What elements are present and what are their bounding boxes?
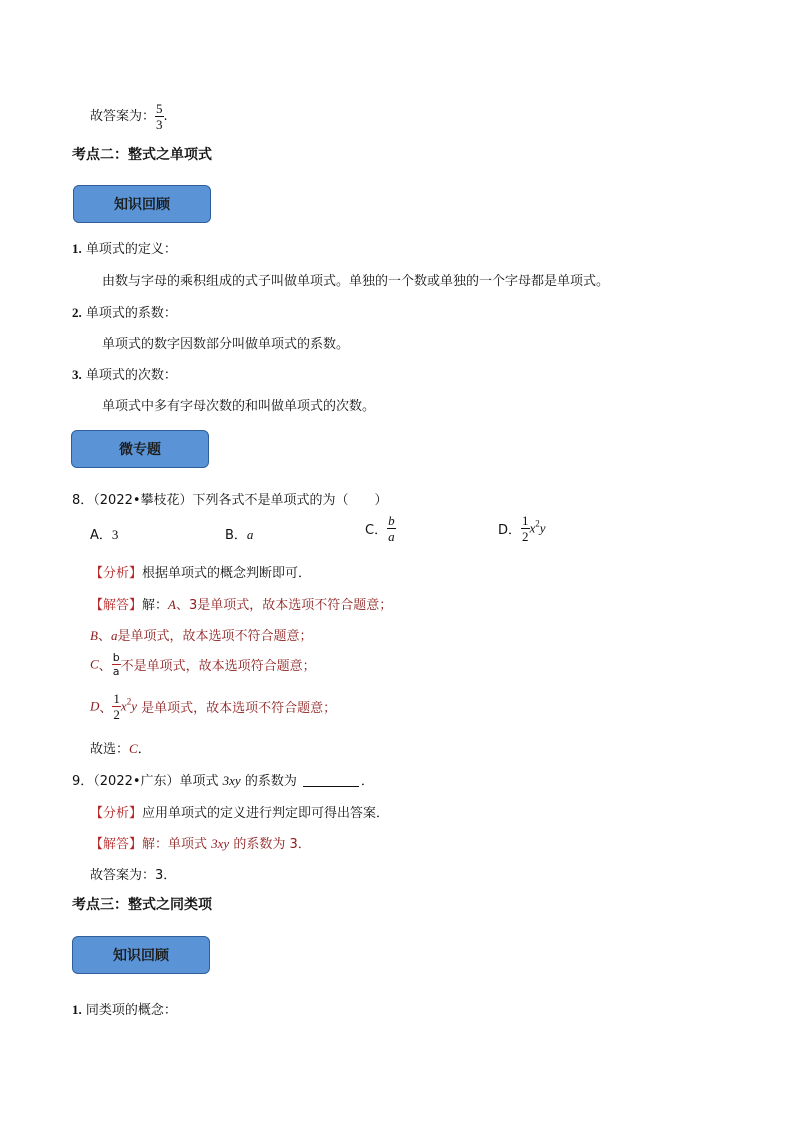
- def-number: 3.: [72, 367, 82, 382]
- def-2-heading: [72, 302, 177, 321]
- answer-blank[interactable]: [303, 786, 359, 787]
- solution-prefix: 解：: [142, 598, 169, 613]
- option-label: A．: [90, 528, 112, 543]
- option-letter: C: [90, 656, 99, 672]
- fraction-denominator: 3: [156, 117, 163, 132]
- q8-solution-line-d: [90, 692, 336, 721]
- def-2-body: 单项式的数字因数部分叫做单项式的系数。: [102, 337, 350, 352]
- fraction-numerator: b: [112, 651, 120, 664]
- def-3-body: 单项式中多有字母次数的和叫做单项式的次数。: [102, 399, 376, 414]
- def-number: 1.: [72, 241, 82, 256]
- q8-analysis: [90, 562, 311, 581]
- q8-solution-line-b: [90, 625, 312, 644]
- prev-answer-line: [90, 102, 168, 131]
- fraction-numerator: b: [388, 513, 395, 528]
- variable-y: y: [131, 698, 137, 714]
- solution-fraction: [112, 692, 121, 721]
- solution-tag: 【解答】: [90, 837, 143, 852]
- def-1-body: 由数与字母的乘积组成的式子叫做单项式。单独的一个数或单独的一个字母都是单项式。: [102, 274, 610, 289]
- q9-stem-suffix: 的系数为: [240, 774, 297, 789]
- option-letter: D: [90, 698, 100, 714]
- def-head: 单项式的定义：: [85, 242, 177, 257]
- q9-analysis: [90, 802, 389, 821]
- q9-expression: 3xy: [222, 773, 241, 788]
- q8-solution-line-c: [90, 652, 316, 677]
- solution-fraction: [112, 652, 121, 677]
- exponent: 2: [126, 696, 132, 707]
- option-letter: A: [168, 597, 176, 612]
- variable-x: x: [529, 520, 536, 536]
- option-label: D．: [498, 523, 522, 538]
- def-head: 单项式的次数：: [85, 368, 177, 383]
- q8-option-d: [498, 514, 546, 543]
- prev-answer-prefix: 故答案为：: [90, 109, 156, 124]
- variable-a: a: [110, 628, 118, 643]
- separator: 、: [97, 629, 111, 644]
- solution-text: 、3是单项式，故本选项不符合题意；: [175, 598, 393, 613]
- solution-text: 解：单项式: [142, 837, 212, 852]
- analysis-tag: 【分析】: [90, 806, 143, 821]
- analysis-tag: 【分析】: [90, 566, 143, 581]
- fraction-denominator: 2: [113, 707, 120, 722]
- analysis-text: 根据单项式的概念判断即可．: [142, 566, 312, 581]
- separator: 、: [99, 701, 113, 716]
- option-label: B．: [225, 528, 247, 543]
- like-terms-heading: [72, 999, 177, 1018]
- prev-answer-fraction: [155, 102, 164, 131]
- exponent: 2: [535, 518, 540, 529]
- option-value: a: [246, 527, 254, 542]
- knowledge-review-banner: 知识回顾: [73, 185, 211, 223]
- option-fraction: [521, 514, 530, 543]
- def-1-heading: [72, 238, 177, 257]
- solution-expression: 3xy: [211, 836, 230, 851]
- q9-stem-end: ．: [360, 774, 374, 789]
- fraction-denominator: a: [388, 529, 395, 544]
- solution-tag: 【解答】: [90, 598, 143, 613]
- option-value: 3: [111, 527, 119, 542]
- solution-tail: 的系数为 3．: [229, 837, 311, 852]
- solution-text: 是单项式，故本选项不符合题意；: [136, 701, 337, 716]
- fraction-numerator: 5: [156, 101, 163, 116]
- q8-option-b: [225, 524, 253, 543]
- def-head: 单项式的系数：: [85, 306, 177, 321]
- q9-stem: [72, 770, 374, 789]
- section-title-2: 考点二：整式之单项式: [72, 147, 212, 163]
- choose-suffix: ．: [137, 742, 151, 757]
- q8-option-c: [365, 514, 396, 543]
- option-label: C．: [365, 523, 388, 538]
- choose-value: C: [129, 741, 138, 756]
- def-head: 同类项的概念：: [85, 1003, 177, 1018]
- fraction-denominator: a: [112, 665, 120, 678]
- q8-stem: 8．（2022•攀枝花）下列各式不是单项式的为（ ）: [72, 493, 388, 508]
- q8-choose: [90, 738, 151, 757]
- fraction-numerator: 1: [113, 691, 120, 706]
- option-fraction: [387, 514, 396, 543]
- def-number: 2.: [72, 305, 82, 320]
- separator: 、: [98, 659, 112, 674]
- knowledge-review-banner-2: 知识回顾: [72, 936, 210, 974]
- fraction-denominator: 2: [522, 529, 529, 544]
- def-3-heading: [72, 364, 177, 383]
- variable-y: y: [539, 520, 546, 536]
- fraction-numerator: 1: [522, 513, 529, 528]
- q8-option-a: [90, 524, 118, 543]
- micro-topic-banner: 微专题: [71, 430, 209, 468]
- q9-stem-prefix: 9．（2022•广东）单项式: [72, 774, 223, 789]
- section-title-3: 考点三：整式之同类项: [72, 897, 212, 913]
- variable-x: x: [120, 698, 127, 714]
- analysis-text: 应用单项式的定义进行判定即可得出答案．: [142, 806, 390, 821]
- prev-answer-suffix: .: [163, 109, 168, 124]
- def-number: 1.: [72, 1002, 82, 1017]
- solution-text: 是单项式，故本选项不符合题意；: [117, 629, 313, 644]
- q9-solution: [90, 833, 311, 852]
- option-letter: B: [90, 628, 98, 643]
- q8-solution-line-a: [90, 594, 392, 613]
- solution-text: 不是单项式，故本选项符合题意；: [120, 659, 316, 674]
- q9-answer: 故答案为：3．: [90, 868, 177, 883]
- choose-prefix: 故选：: [90, 742, 130, 757]
